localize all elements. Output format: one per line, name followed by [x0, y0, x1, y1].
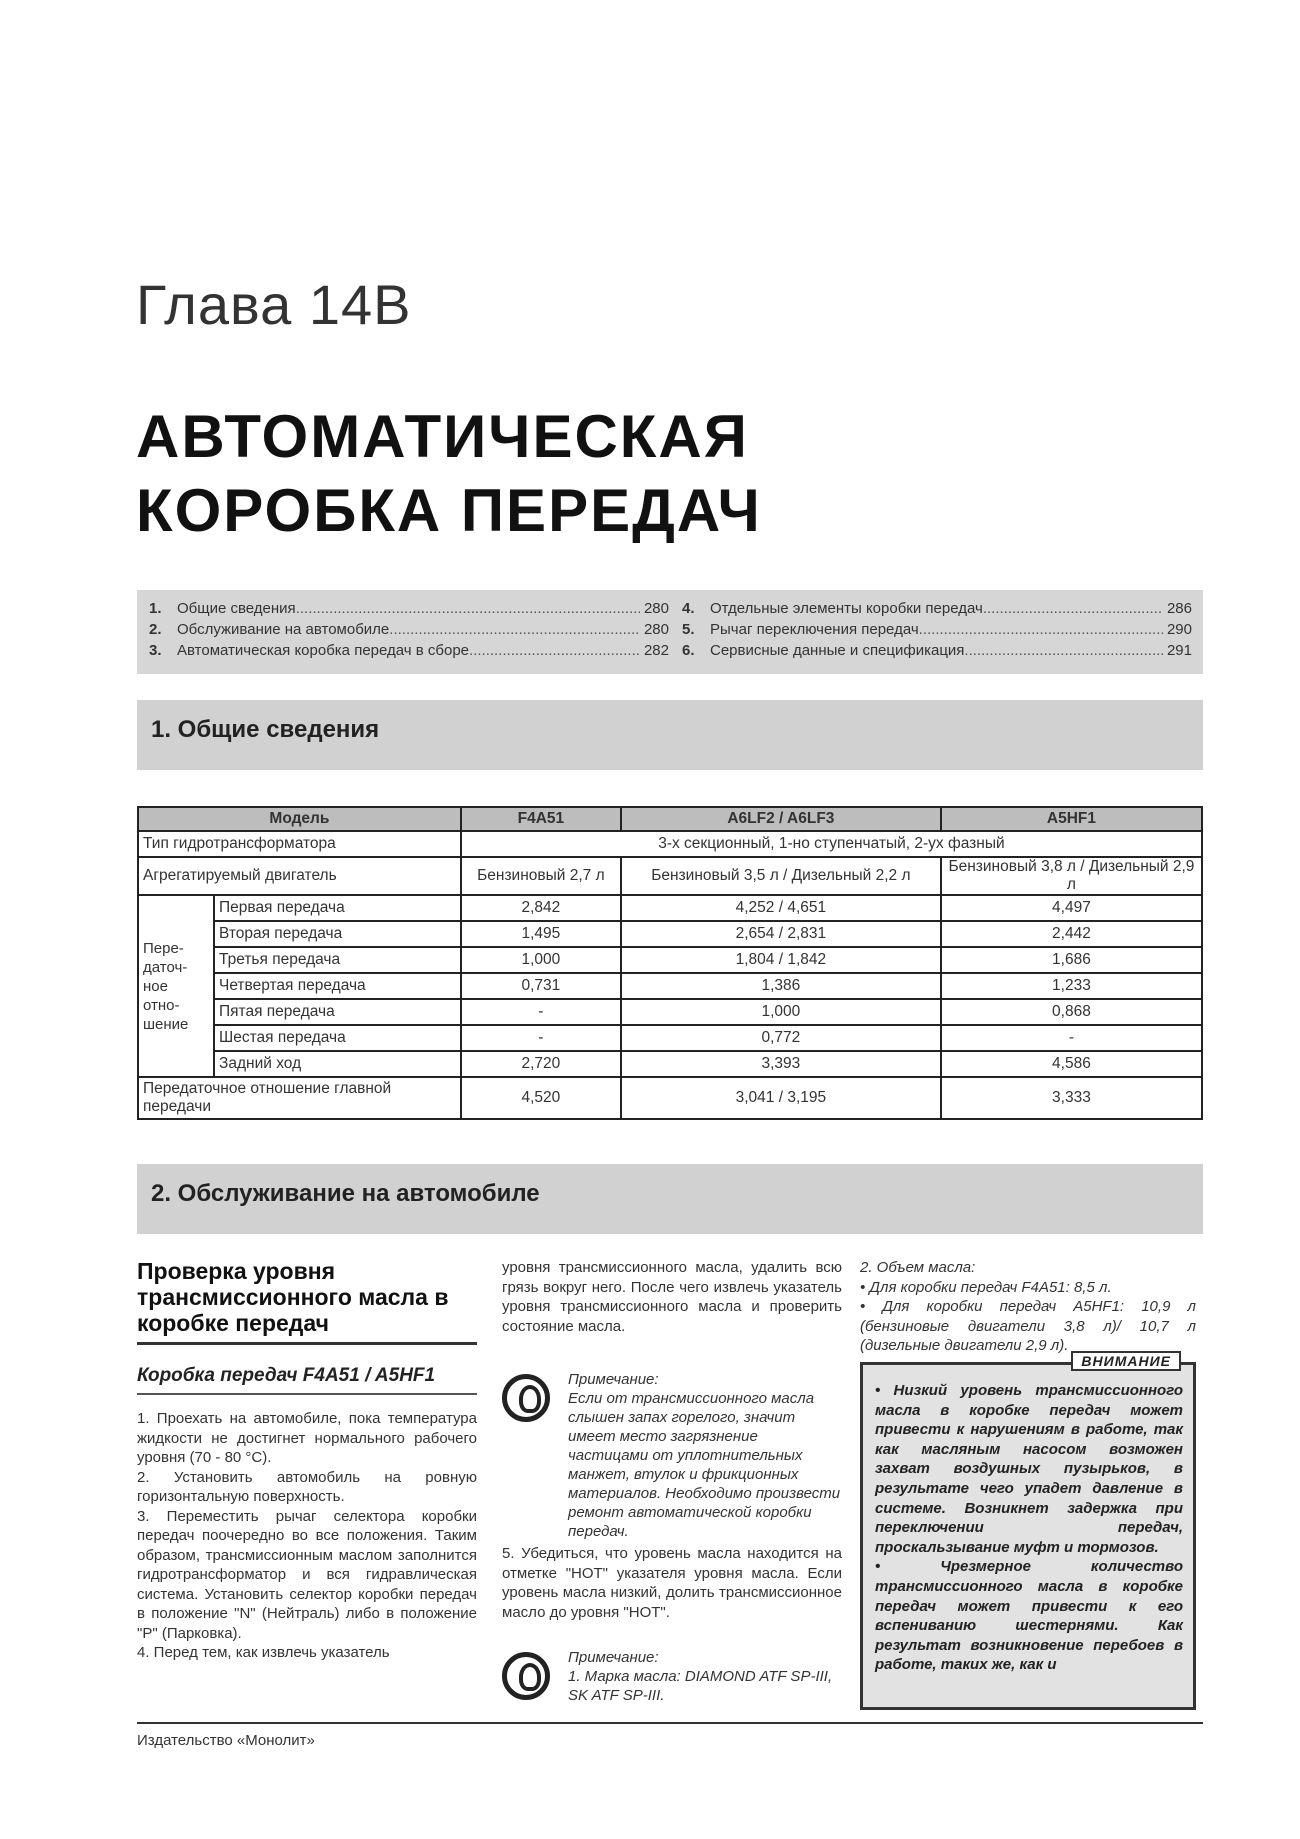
- table-cell: Первая передача: [214, 895, 461, 921]
- warning-paragraph: • Чрезмерное количество трансмиссионного масла в коробке передач может привести к его вспениванию шестернями. Как результат возникновение перебоев в работе, таких же, как и: [875, 1558, 1183, 1674]
- table-row: [138, 1025, 1202, 1051]
- table-header: F4A51: [461, 807, 621, 831]
- note-content: [568, 1648, 842, 1705]
- table-cell: 3,393: [621, 1051, 941, 1077]
- spec-table: [137, 806, 1203, 1120]
- lightbulb-icon: [502, 1652, 550, 1700]
- toc-page: 286: [1166, 600, 1192, 617]
- table-cell: 1,000: [621, 999, 941, 1025]
- toc-num: 4.: [682, 600, 695, 617]
- oil-volume-item: • Для коробки передач A5HF1: 10,9 л (бензиновые двигатели 3,8 л)/ 10,7 л (дизельные двигатели 2,9 л).: [860, 1298, 1196, 1354]
- toc-right-column: [682, 598, 1192, 661]
- table-cell: 1,686: [941, 947, 1202, 973]
- paragraph: 2. Установить автомобиль на ровную горизонтальную поверхность.: [137, 1468, 477, 1505]
- table-cell: Бензиновый 3,5 л / Дизельный 2,2 л: [621, 857, 941, 895]
- table-row: [138, 831, 1202, 857]
- footer-rule: [137, 1722, 1203, 1724]
- gearbox-subheading: Коробка передач F4A51 / A5HF1: [137, 1365, 436, 1386]
- table-row: [138, 999, 1202, 1025]
- warning-paragraph: • Низкий уровень трансмиссионного масла в коробке передач может привести к нарушениям в работе, так как масляным насосом возможен захват воздушных пузырьков, в результате чего упадет давление в системе. Возникнет задержка при переключении передач, проскальзывание муфт и тормозов.: [875, 1382, 1183, 1556]
- toc-num: 6.: [682, 642, 695, 659]
- table-cell: Бензиновый 3,8 л / Дизельный 2,9 л: [941, 857, 1202, 895]
- toc-num: 1.: [149, 600, 162, 617]
- table-cell: 1,804 / 1,842: [621, 947, 941, 973]
- table-cell: 0,731: [461, 973, 621, 999]
- note-title: Примечание:: [568, 1371, 659, 1388]
- table-cell: Агрегатируемый двигатель: [138, 857, 461, 895]
- table-cell: -: [461, 1025, 621, 1051]
- section-1-title: 1. Общие сведения: [151, 716, 380, 743]
- toc-page: 280: [643, 600, 669, 617]
- warning-text: [875, 1381, 1183, 1675]
- lightbulb-icon: [502, 1374, 550, 1422]
- table-row: [138, 973, 1202, 999]
- table-row: [138, 895, 1202, 921]
- table-cell: 0,868: [941, 999, 1202, 1025]
- toc-leader: [296, 598, 640, 619]
- table-cell: Третья передача: [214, 947, 461, 973]
- table-cell: 3,333: [941, 1077, 1202, 1119]
- toc-page: 280: [643, 621, 669, 638]
- title-line-2: КОРОБКА ПЕРЕДАЧ: [136, 477, 762, 544]
- note-text: 1. Марка масла: DIAMOND ATF SP-III, SK ATF SP-III.: [568, 1668, 833, 1704]
- table-cell: Пятая передача: [214, 999, 461, 1025]
- heading-rule: [137, 1342, 477, 1345]
- table-cell: 2,654 / 2,831: [621, 921, 941, 947]
- table-cell: 1,495: [461, 921, 621, 947]
- oil-volume-item: • Для коробки передач F4A51: 8,5 л.: [860, 1278, 1112, 1296]
- paragraph: уровня трансмиссионного масла, удалить всю грязь вокруг него. После чего извлечь указатель уровня трансмиссионного масла и проверить состояние масла.: [502, 1259, 842, 1335]
- warning-label: ВНИМАНИЕ: [1071, 1351, 1181, 1371]
- toc-page: 282: [643, 642, 669, 659]
- table-cell: 4,520: [461, 1077, 621, 1119]
- toc-label: Рычаг переключения передач: [710, 621, 919, 638]
- table-cell: 4,586: [941, 1051, 1202, 1077]
- table-row: [138, 1051, 1202, 1077]
- toc-page: 291: [1166, 642, 1192, 659]
- table-cell: 3-х секционный, 1-но ступенчатый, 2-ух фазный: [461, 831, 1202, 857]
- table-cell: Задний ход: [214, 1051, 461, 1077]
- table-of-contents: [137, 590, 1203, 674]
- table-cell: Передаточное отношение главной передачи: [138, 1077, 461, 1119]
- column-1: [137, 1258, 477, 1663]
- table-header: Модель: [138, 807, 461, 831]
- ratio-side-label: Пере- даточ- ное отно- шение: [138, 895, 214, 1077]
- toc-leader: [919, 619, 1163, 640]
- table-cell: 0,772: [621, 1025, 941, 1051]
- table-cell: Четвертая передача: [214, 973, 461, 999]
- warning-box: [860, 1353, 1196, 1710]
- table-cell: Шестая передача: [214, 1025, 461, 1051]
- table-row: [138, 947, 1202, 973]
- paragraph: 4. Перед тем, как извлечь указатель: [137, 1644, 390, 1661]
- toc-label: Отдельные элементы коробки передач: [710, 600, 983, 617]
- toc-label: Автоматическая коробка передач в сборе: [177, 642, 470, 659]
- table-cell: -: [461, 999, 621, 1025]
- note-block: [502, 1648, 842, 1708]
- toc-num: 3.: [149, 642, 162, 659]
- table-header: A6LF2 / A6LF3: [621, 807, 941, 831]
- table-header: A5HF1: [941, 807, 1202, 831]
- table-row: [138, 921, 1202, 947]
- toc-num: 2.: [149, 621, 162, 638]
- toc-left-column: [149, 598, 669, 661]
- note-text: Если от трансмиссионного масла слышен запах горелого, значит имеет место загрязнение частицами от уплотнительных манжет, втулок и фрикционных материалов. Необходимо произвести ремонт автоматической коробки передач.: [568, 1390, 841, 1540]
- oil-volume-title: 2. Объем масла:: [860, 1259, 976, 1276]
- table-cell: 4,252 / 4,651: [621, 895, 941, 921]
- table-header-row: [138, 807, 1202, 831]
- publisher-footer: Издательство «Монолит»: [137, 1732, 315, 1749]
- table-cell: -: [941, 1025, 1202, 1051]
- toc-leader: [389, 619, 640, 640]
- table-cell: 1,386: [621, 973, 941, 999]
- subsection-heading: Проверка уровня трансмиссионного масла в коробке передач: [137, 1258, 449, 1336]
- table-row: [138, 857, 1202, 895]
- subheading-rule: [137, 1393, 477, 1395]
- table-cell: Бензиновый 2,7 л: [461, 857, 621, 895]
- column-3: [860, 1258, 1196, 1356]
- paragraph: 3. Переместить рычаг селектора коробки передач поочередно во все положения. Таким образом, трансмиссионным маслом заполнится гидротрансформатор и вся гидравлическая система. Установить селектор коробки передач в положение "N" (Нейтраль) либо в положение "P" (Парковка).: [137, 1507, 477, 1642]
- toc-leader: [469, 640, 640, 661]
- toc-item[interactable]: [682, 598, 1192, 619]
- table-cell: 1,233: [941, 973, 1202, 999]
- toc-item[interactable]: [682, 640, 1192, 661]
- table-cell: Вторая передача: [214, 921, 461, 947]
- table-cell: 2,442: [941, 921, 1202, 947]
- section-2-title: 2. Обслуживание на автомобиле: [151, 1180, 540, 1207]
- section-2-header: [137, 1164, 1203, 1234]
- toc-label: Общие сведения: [177, 600, 296, 617]
- section-1-header: [137, 700, 1203, 770]
- toc-label: Сервисные данные и спецификация: [710, 642, 965, 659]
- table-cell: 3,041 / 3,195: [621, 1077, 941, 1119]
- toc-num: 5.: [682, 621, 695, 638]
- note-block: [502, 1370, 842, 1540]
- toc-label: Обслуживание на автомобиле: [177, 621, 390, 638]
- table-cell: 4,497: [941, 895, 1202, 921]
- toc-item[interactable]: [149, 619, 669, 640]
- table-cell: 2,720: [461, 1051, 621, 1077]
- toc-leader: [964, 640, 1163, 661]
- toc-page: 290: [1166, 621, 1192, 638]
- table-row: [138, 1077, 1202, 1119]
- paragraph: 1. Проехать на автомобиле, пока температура жидкости не достигнет нормального рабочего уровня (70 - 80 °С).: [137, 1410, 477, 1466]
- table-cell: 1,000: [461, 947, 621, 973]
- page-title: [136, 400, 762, 548]
- title-line-1: АВТОМАТИЧЕСКАЯ: [136, 403, 749, 470]
- note-content: [568, 1370, 842, 1541]
- toc-item[interactable]: [682, 619, 1192, 640]
- note-title: Примечание:: [568, 1649, 659, 1666]
- toc-item[interactable]: [149, 640, 669, 661]
- paragraph: 5. Убедиться, что уровень масла находится на отметке "HOT" указателя уровня масла. Если уровень масла низкий, долить трансмиссионное масло до уровня "HOT".: [502, 1545, 842, 1621]
- table-cell: 2,842: [461, 895, 621, 921]
- toc-item[interactable]: [149, 598, 669, 619]
- column-2: [502, 1258, 842, 1704]
- chapter-label: Глава 14В: [136, 273, 412, 336]
- table-cell: Тип гидротрансформатора: [138, 831, 461, 857]
- toc-leader: [983, 598, 1163, 619]
